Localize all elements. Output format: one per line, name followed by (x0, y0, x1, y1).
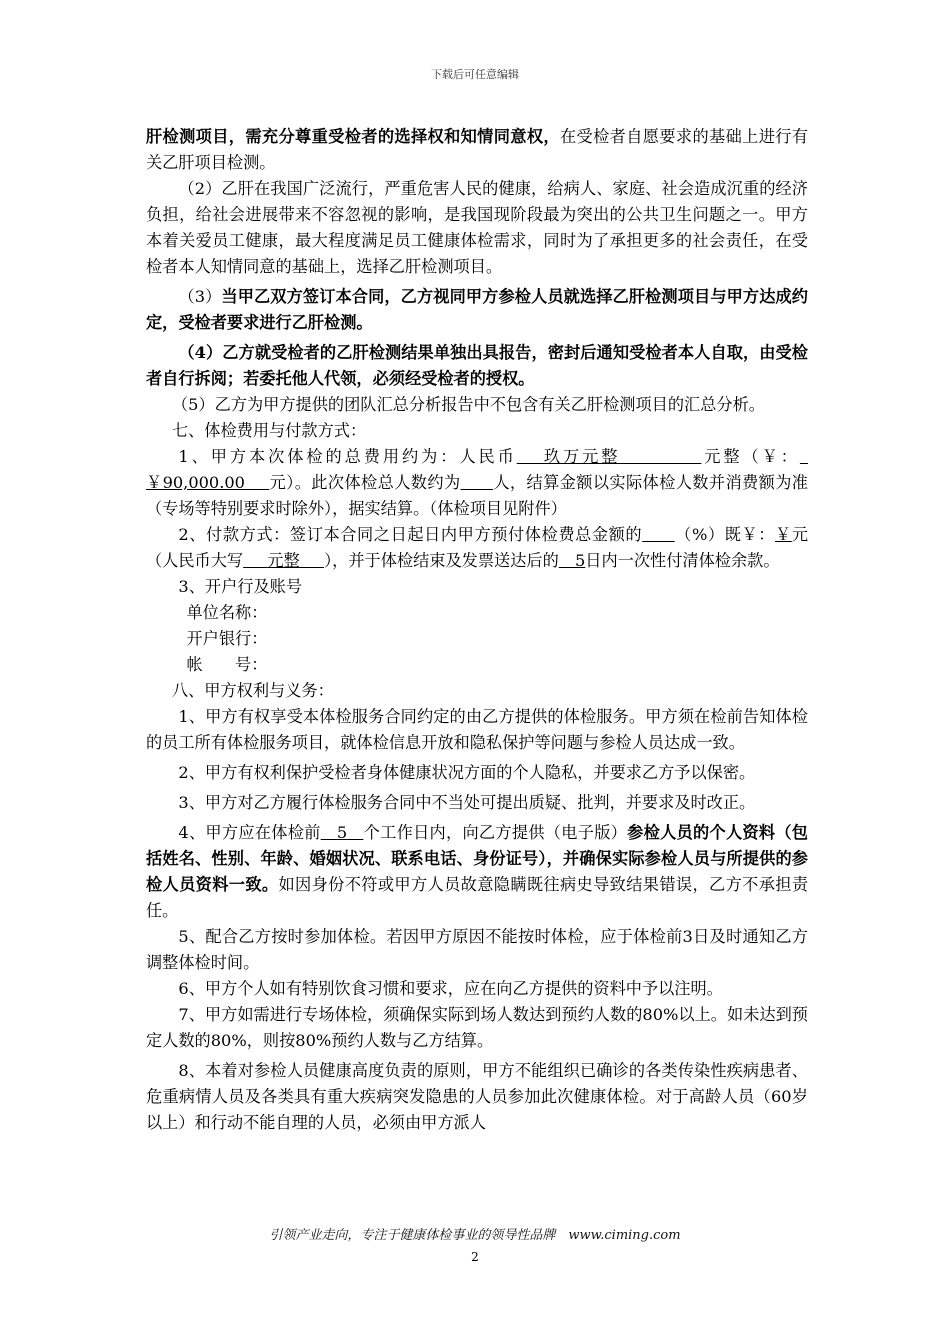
pay-yen: ￥ (741, 525, 759, 544)
pay-days: 5 (574, 551, 586, 570)
i4-b: 个工作日内，向乙方提供（电子版） (363, 823, 628, 842)
fee-b: 元整（￥： (701, 447, 800, 466)
item-8-3: 3、甲方对乙方履行体检服务合同中不当处可提出质疑、批判，并要求及时改正。 (178, 793, 756, 812)
i4-bold: 参检人员的个人资料（包括姓名、性别、年龄、婚姻状况、联系电话、身份证号），并确保实际参检人员与所提供的参检人员资料一致。 (146, 823, 808, 894)
item-8-8: 8、本着对参检人员健康高度负责的原则，甲方不能组织已确诊的各类传染性疾病患者、危重病情人员及各类具有重大疾病突发隐患的人员参加此次健康体检。对于高龄人员（60岁以上）和行动不能自理的人员，必须由甲方派人 (146, 1061, 808, 1132)
fee-amount: 玖万元整 (540, 447, 621, 466)
item-8-5: 5、配合乙方按时参加体检。若因甲方原因不能按时体检，应于体检前3日及时通知乙方调整体检时间。 (146, 927, 808, 972)
fee-count-blank (461, 473, 493, 492)
i4-c: 如因身份不符或甲方人员故意隐瞒既往病史导致结果错误，乙方不承担责任。 (146, 875, 809, 920)
section-7-title: 七、体检费用与付款方式： (171, 421, 367, 440)
pay-d: 元（人民币大写 (146, 525, 809, 570)
p1-bold: 肝检测项目，需充分尊重受检者的选择权和知情同意权， (146, 127, 560, 146)
pay-e: ），并于体检结束及发票送达后的 (324, 551, 559, 570)
payment-paragraph (146, 522, 808, 574)
bank-title: 3、开户行及账号 (178, 577, 303, 596)
paragraph-3 (146, 284, 808, 336)
document-body (146, 124, 808, 1136)
pay-c: ： (758, 525, 776, 544)
p1-rest: 在受检者自愿要求的基础上进行有关乙肝项目检测。 (146, 127, 809, 172)
pay-a: 2、付款方式：签订本合同之日起日内甲方预付体检费总金额的 (178, 525, 643, 544)
fee-number: ￥90,000.00 (146, 473, 245, 492)
paragraph-2: （2）乙肝在我国广泛流行，严重危害人民的健康，给病人、家庭、社会造成沉重的经济负担，给社会进展带来不容忽视的影响，是我国现阶段最为突出的公共卫生问题之一。甲方本着关爱员工健康，最大程度满足员工健康体检需求，同时为了承担更多的社会责任，在受检者本人知情同意的基础上，选择乙肝检测项目。 (146, 179, 808, 276)
i4-a: 4、甲方应在体检前 (178, 823, 321, 842)
item-8-6: 6、甲方个人如有特别饮食习惯和要求，应在向乙方提供的资料中予以注明。 (178, 979, 723, 998)
paragraph-5: （5）乙方为甲方提供的团队汇总分析报告中不包含有关乙肝检测项目的汇总分析。 (171, 395, 765, 414)
item-8-4 (146, 820, 808, 924)
p3-num: （3） (178, 287, 222, 306)
pay-yen2: ￥ (775, 525, 792, 544)
account-number: 帐 号： (186, 655, 268, 674)
pay-b: （%）既 (674, 525, 742, 544)
page-number: 2 (471, 1250, 479, 1264)
item-8-7: 7、甲方如需进行专场体检，须确保实际到场人数达到预约人数的80%以上。如未达到预定人数的80%，则按80%预约人数与乙方结算。 (146, 1005, 808, 1050)
item-8-2: 2、甲方有权利保护受检者身体健康状况方面的个人隐私，并要求乙方予以保密。 (178, 763, 756, 782)
page-footer: 引领产业走向，专注于健康体检事业的领导性品牌 www.ciming.com (269, 1228, 681, 1243)
fee-d: 人，结算金额以实际体检人数并消费额为准（专场等特别要求时除外），据实结算。（体检项目见附件） (146, 473, 808, 518)
bank-name: 开户银行： (186, 629, 268, 648)
item-8-1: 1、甲方有权享受本体检服务合同约定的由乙方提供的体检服务。甲方须在检前告知体检的员工所有体检服务项目，就体检信息开放和隐私保护等问题与参检人员达成一致。 (146, 707, 808, 752)
pay-percent-blank (642, 525, 674, 544)
pay-f: 日内一次性付清体检余款。 (585, 551, 780, 570)
section-8-title: 八、甲方权利与义务： (171, 681, 334, 700)
p3-bold: 当甲乙双方签订本合同，乙方视同甲方参检人员就选择乙肝检测项目与甲方达成约定，受检者要求进行乙肝检测。 (146, 287, 808, 332)
paragraph-1 (146, 124, 808, 176)
i4-days: 5 (336, 823, 348, 842)
fee-paragraph (146, 444, 808, 522)
unit-name: 单位名称： (186, 603, 268, 622)
page-header: 下载后可任意编辑 (431, 68, 519, 81)
fee-a: 1、甲方本次体检的总费用约为：人民币 (178, 447, 517, 466)
fee-c: 元）。此次体检总人数约为 (269, 473, 461, 492)
pay-big: 元整 (267, 551, 300, 570)
paragraph-4: （4）乙方就受检者的乙肝检测结果单独出具报告，密封后通知受检者本人自取，由受检者自行拆阅；若委托他人代领，必须经受检者的授权。 (146, 343, 808, 388)
